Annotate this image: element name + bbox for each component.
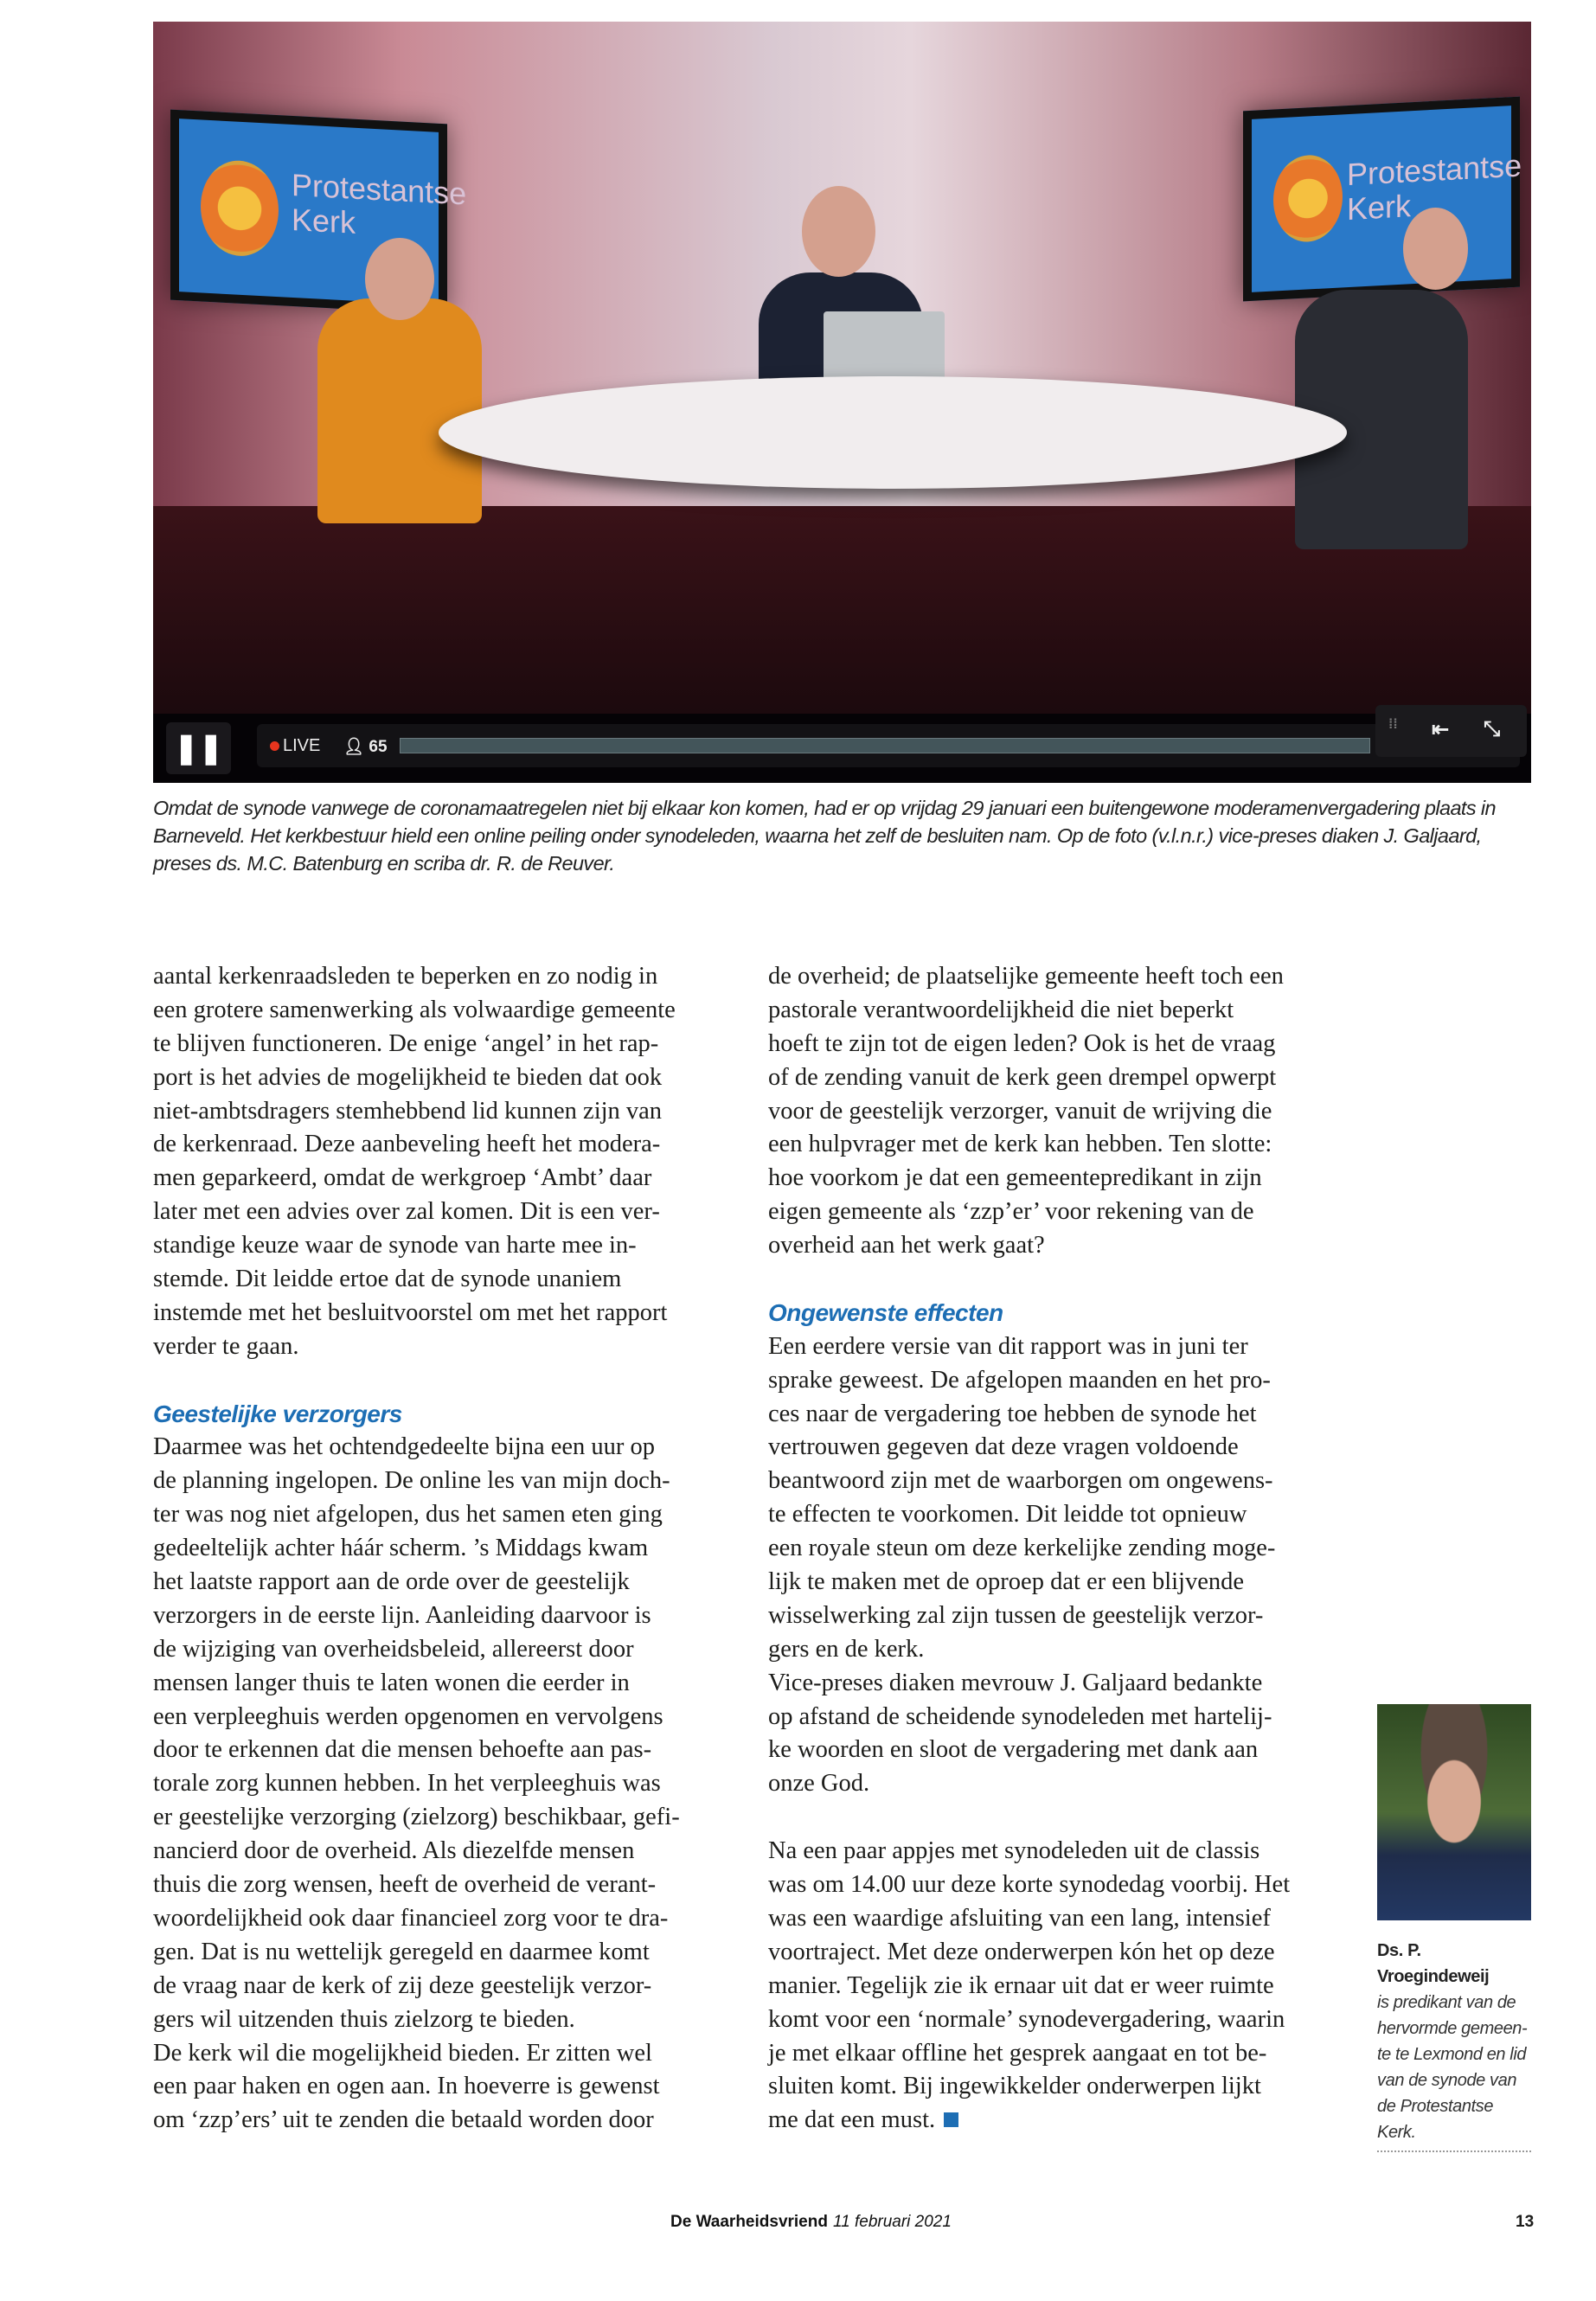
text-line <box>153 1868 733 1902</box>
church-logo-icon <box>201 158 279 258</box>
issue-date: 11 februari 2021 <box>832 2213 952 2231</box>
text-line <box>768 1028 1356 1061</box>
text-line-content: een royale steun om deze kerkelijke zending moge- <box>768 1535 1276 1562</box>
article-column-right <box>768 960 1356 2138</box>
text-line-content: er geestelijke verzorging (zielzorg) beschikbaar, gefi- <box>153 1804 680 1831</box>
text-line <box>153 1599 733 1633</box>
text-line-content: later met een advies over zal komen. Dit is een ver- <box>153 1198 660 1226</box>
text-line <box>768 1162 1356 1195</box>
text-line-content: woordelijkheid ook daar financieel zorg voor te dra- <box>153 1904 669 1932</box>
studio-table <box>439 376 1347 489</box>
text-line <box>153 2003 733 2037</box>
text-line <box>153 1028 733 1061</box>
author-description: is predikant van de hervormde gemeen-te te Lexmond en lid van de synode van de Protestantse Kerk. <box>1377 1993 1528 2142</box>
text-line-content: de planning ingelopen. De online les van mijn doch- <box>153 1467 670 1495</box>
text-line <box>768 1566 1356 1599</box>
text-line-content: Vice-preses diaken mevrouw J. Galjaard bedankte <box>768 1669 1263 1696</box>
person-right-head <box>1403 208 1468 290</box>
text-line-content: verder te gaan. <box>153 1332 299 1360</box>
text-line <box>768 1061 1356 1095</box>
text-line <box>153 1162 733 1195</box>
text-line-content: gedeeltelijk achter háár scherm. ’s Middags kwam <box>153 1535 649 1562</box>
text-line <box>768 960 1356 994</box>
text-line <box>768 1868 1356 1902</box>
text-line <box>153 1128 733 1162</box>
text-line-content: de wijziging van overheidsbeleid, allereerst door <box>153 1635 634 1663</box>
text-line <box>153 2037 733 2071</box>
page-number: 13 <box>1516 2213 1535 2231</box>
text-line <box>768 2003 1356 2037</box>
text-line-content: ces naar de vergadering toe hebben de synode het <box>768 1400 1257 1427</box>
text-line-content: hoeft te zijn tot de eigen leden? Ook is het de vraag <box>768 1029 1276 1057</box>
text-line-content: nancierd door de overheid. Als diezelfde mensen <box>153 1837 635 1865</box>
text-line <box>768 2070 1356 2104</box>
player-bar <box>257 724 1520 767</box>
text-line-content: gers wil uitzenden thuis zielzorg te bieden. <box>153 2005 575 2033</box>
text-line-content: een verpleeghuis werden opgenomen en vervolgens <box>153 1702 663 1730</box>
progress-bar[interactable] <box>400 738 1370 753</box>
text-line-content: beantwoord zijn met de waarborgen om ongewens- <box>768 1467 1273 1495</box>
text-line <box>153 1263 733 1297</box>
text-line <box>153 2070 733 2104</box>
text-line-content: je met elkaar offline het gesprek aangaat en tot be- <box>768 2039 1267 2067</box>
text-line <box>768 1633 1356 1667</box>
text-line <box>768 2037 1356 2071</box>
drag-handle-icon[interactable]: ⁞⁞ <box>1388 717 1398 732</box>
pause-icon: ❚❚ <box>174 732 223 765</box>
text-line <box>153 1902 733 1936</box>
text-line-content: de vraag naar de kerk of zij deze geestelijk verzor- <box>153 1971 652 1999</box>
text-line-content: aantal kerkenraadsleden te beperken en zo nodig in <box>153 963 658 990</box>
text-line <box>153 1229 733 1263</box>
text-line <box>153 960 733 994</box>
text-line <box>768 1195 1356 1229</box>
text-line-content: te blijven functioneren. De enige ‘angel’ in het rap- <box>153 1029 659 1057</box>
text-line <box>768 1701 1356 1734</box>
text-line <box>768 1970 1356 2003</box>
text-line-content: te effecten te voorkomen. Dit leidde tot opnieuw <box>768 1501 1247 1529</box>
text-line <box>768 1667 1356 1701</box>
text-line-content: ke woorden en sloot de vergadering met dank aan <box>768 1736 1259 1764</box>
text-line-content: sluiten komt. Bij ingewikkelder onderwerpen lijkt <box>768 2073 1261 2100</box>
text-line <box>153 1936 733 1970</box>
text-line <box>153 1061 733 1095</box>
author-photo <box>1377 1704 1531 1920</box>
section-heading: Ongewenste effecten <box>768 1298 1003 1326</box>
divider <box>1377 2150 1531 2152</box>
text-line-content: hoe voorkom je dat een gemeentepredikant in zijn <box>768 1164 1262 1192</box>
player-right-controls <box>1375 705 1527 757</box>
text-line-content: het laatste rapport aan de orde over de geestelijk <box>153 1568 630 1596</box>
person-center-head <box>802 186 875 277</box>
text-line-content: stemde. Dit leidde ertoe dat de synode unaniem <box>153 1266 622 1293</box>
author-name: Ds. P. Vroegindeweij <box>1377 1941 1490 1986</box>
article-column-left <box>153 960 733 2138</box>
text-line-content: men geparkeerd, omdat de werkgroep ‘Ambt’ daar <box>153 1164 652 1192</box>
collapse-icon[interactable]: ⤡ <box>1484 717 1501 740</box>
text-line-content: op afstand de scheidende synodeleden met hartelij- <box>768 1702 1272 1730</box>
text-line-content: of de zending vanuit de kerk geen drempel opwerpt <box>768 1063 1277 1091</box>
text-line <box>768 1431 1356 1465</box>
text-line <box>768 1095 1356 1129</box>
text-line-content: standige keuze waar de synode van harte mee in- <box>153 1232 637 1259</box>
exit-arrow-icon[interactable]: ⇤ <box>1432 718 1450 741</box>
text-line <box>768 1767 1356 1801</box>
section-heading: Geestelijke verzorgers <box>153 1400 402 1427</box>
text-line <box>153 2104 733 2138</box>
publication-name: De Waarheidsvriend <box>670 2213 828 2231</box>
text-line <box>768 1263 1356 1297</box>
article-photo <box>153 22 1531 783</box>
text-line-content: om ‘zzp’ers’ uit te zenden die betaald worden door <box>153 2106 654 2134</box>
text-line-content: verzorgers in de eerste lijn. Aanleiding daarvoor is <box>153 1601 651 1629</box>
text-line-content: door te erkennen dat die mensen behoefte aan pas- <box>153 1736 652 1764</box>
text-line-content: instemde met het besluitvoorstel om met het rapport <box>153 1298 668 1326</box>
live-indicator <box>270 736 320 756</box>
text-line-content: gen. Dat is nu wettelijk geregeld en daarmee komt <box>153 1938 650 1965</box>
text-line <box>153 994 733 1028</box>
text-line <box>768 1936 1356 1970</box>
text-line <box>768 1902 1356 1936</box>
text-line <box>768 2104 1356 2138</box>
text-line <box>768 1229 1356 1263</box>
text-line-content: thuis die zorg wensen, heeft de overheid de verant- <box>153 1871 657 1899</box>
text-line <box>768 1532 1356 1566</box>
text-line-content: voortraject. Met deze onderwerpen kón het op deze <box>768 1938 1275 1965</box>
person-left-head <box>365 238 434 320</box>
text-line-content: me dat een must. <box>768 2106 936 2134</box>
text-line <box>768 1398 1356 1432</box>
text-line-content: een hulpvrager met de kerk kan hebben. Ten slotte: <box>768 1131 1272 1158</box>
text-line-content: sprake geweest. De afgelopen maanden en het pro- <box>768 1366 1271 1394</box>
tv-screen-right <box>1243 97 1520 302</box>
screen-logo-text: Protestantse Kerk <box>1347 147 1522 228</box>
text-line <box>768 1734 1356 1767</box>
text-line <box>768 1801 1356 1835</box>
photo-caption: Omdat de synode vanwege de coronamaatregelen niet bij elkaar kon komen, had er op vrijdag 29 januari een buitengewone moderamenvergadering plaats in Barneveld. Het kerkbestuur hield een online peiling onder synodeleden, waarna het zelf de besluiten nam. Op de foto (v.l.n.r.) vice-preses diaken J. Galjaard, preses ds. M.C. Batenburg en scriba dr. R. de Reuver. <box>153 797 1497 875</box>
text-line <box>153 1532 733 1566</box>
text-line <box>153 1431 733 1465</box>
text-line <box>768 1364 1356 1398</box>
page-footer <box>670 2213 952 2232</box>
viewer-count-value: 65 <box>369 738 388 756</box>
text-line-content: mensen langer thuis te laten wonen die eerder in <box>153 1669 630 1696</box>
text-line-content: pastorale verantwoordelijkheid die niet beperkt <box>768 996 1234 1023</box>
text-line <box>153 1330 733 1364</box>
text-line <box>153 1465 733 1498</box>
text-line-content: lijk te maken met de oproep dat er een blijvende <box>768 1568 1245 1596</box>
live-dot-icon <box>270 741 279 751</box>
text-line <box>153 1498 733 1532</box>
text-line-content: de kerkenraad. Deze aanbeveling heeft het modera- <box>153 1131 661 1158</box>
text-line-content: de overheid; de plaatselijke gemeente heeft toch een <box>768 963 1284 990</box>
text-line-content: De kerk wil die mogelijkheid bieden. Er zitten wel <box>153 2039 652 2067</box>
text-line-content: eigen gemeente als ‘zzp’er’ voor rekening van de <box>768 1198 1254 1226</box>
text-line-content: voor de geestelijk verzorger, vanuit de wrijving die <box>768 1097 1272 1125</box>
text-line <box>153 1297 733 1330</box>
text-line-content: manier. Tegelijk zie ik ernaar uit dat er weer ruimte <box>768 1971 1274 1999</box>
text-line <box>768 1465 1356 1498</box>
text-line-content: niet-ambtsdragers stemhebbend lid kunnen zijn van <box>153 1097 663 1125</box>
text-line-content: Na een paar appjes met synodeleden uit de classis <box>768 1837 1260 1865</box>
text-line <box>153 1633 733 1667</box>
text-line-content: komt voor een ‘normale’ synodevergadering, waarin <box>768 2005 1285 2033</box>
pause-button[interactable] <box>166 722 231 774</box>
church-logo-icon <box>1273 153 1343 243</box>
text-line <box>153 1970 733 2003</box>
text-line <box>153 1566 733 1599</box>
text-line <box>768 1128 1356 1162</box>
text-line <box>153 1095 733 1129</box>
live-label: LIVE <box>283 736 321 755</box>
text-line-content: onze God. <box>768 1770 870 1798</box>
text-line <box>153 1734 733 1767</box>
text-line-content: een grotere samenwerking als volwaardige gemeente <box>153 996 676 1023</box>
text-line-content: wisselwerking zal zijn tussen de geestelijk verzor- <box>768 1601 1264 1629</box>
text-line <box>153 1835 733 1868</box>
text-line-content: torale zorg kunnen hebben. In het verpleeghuis was <box>153 1770 661 1798</box>
screen-logo-text: Protestantse Kerk <box>292 166 467 240</box>
text-line-content: port is het advies de mogelijkheid te bieden dat ook <box>153 1063 663 1091</box>
text-line <box>153 1364 733 1398</box>
end-mark-icon <box>944 2112 958 2127</box>
text-line <box>768 994 1356 1028</box>
text-line <box>153 1195 733 1229</box>
text-line <box>153 1767 733 1801</box>
text-line <box>768 1835 1356 1868</box>
text-line-content: ter was nog niet afgelopen, dus het samen eten ging <box>153 1501 663 1529</box>
text-line-content: een paar haken en ogen aan. In hoeverre is gewenst <box>153 2073 660 2100</box>
viewer-count <box>343 736 388 757</box>
author-bio <box>1377 1938 1531 2152</box>
person-left <box>317 298 482 523</box>
text-line-content: gers en de kerk. <box>768 1635 925 1663</box>
text-line <box>768 1330 1356 1364</box>
text-line <box>153 1701 733 1734</box>
person-icon: 👤︎ <box>343 738 365 756</box>
text-line <box>153 1801 733 1835</box>
text-line-content: vertrouwen gegeven dat deze vragen voldoende <box>768 1433 1239 1461</box>
text-line <box>768 1498 1356 1532</box>
video-controls <box>153 714 1531 783</box>
text-line-content: overheid aan het werk gaat? <box>768 1232 1045 1259</box>
text-line-content: was een waardige afsluiting van een lang, intensief <box>768 1904 1271 1932</box>
text-line <box>153 1667 733 1701</box>
text-line-content: was om 14.00 uur deze korte synodedag voorbij. Het <box>768 1871 1291 1899</box>
text-line-content: Een eerdere versie van dit rapport was in juni ter <box>768 1332 1248 1360</box>
text-line-content: Daarmee was het ochtendgedeelte bijna een uur op <box>153 1433 656 1461</box>
text-line <box>768 1599 1356 1633</box>
